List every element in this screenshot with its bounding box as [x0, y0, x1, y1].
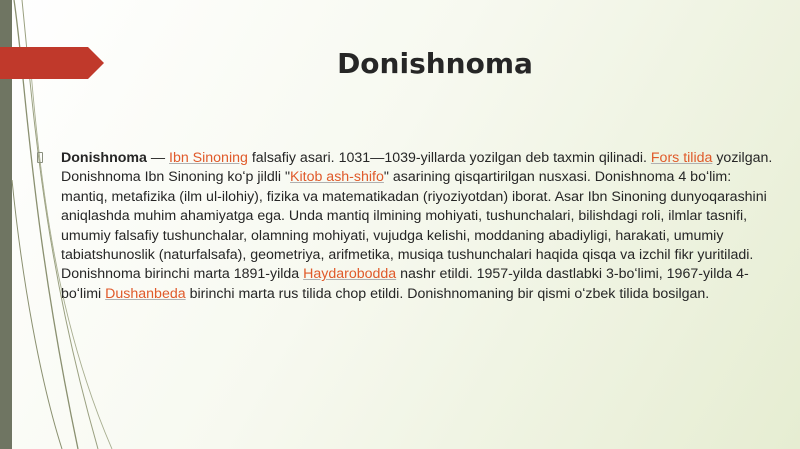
bullet-icon [37, 152, 43, 163]
link-fors-tilida[interactable]: Fors tilida [650, 150, 713, 166]
link-ibn-sinoning[interactable]: Ibn Sinoning [169, 150, 248, 166]
link-dushanbeda[interactable]: Dushanbeda [105, 285, 186, 302]
title-banner-arrow [0, 47, 104, 79]
text-segment: birinchi marta rus tilida chop etildi. Donishnomaning bir qismi oʻzbek tilida bosilgan. [185, 285, 710, 302]
text-segment: falsafiy asari. 1031—1039-yillarda yozilgan deb taxmin qilinadi. [247, 150, 651, 166]
term-bold: Donishnoma [61, 150, 147, 166]
text-segment: " asarining qisqartirilgan nusxasi. Donishnoma 4 boʻlim: mantiq, metafizika (ilm ul-ilohiy), fizika va matematikadan (riyoziyotdan) iborat. Asar Ibn Sinoning dunyoqarashini aniqlashda muhim ahamiyatga ega. Unda mantiq ilmining mohiyati, tushunchalari, bilishdagi roli, ilmlar tasnifi, umumiy falsafiy tushunchalar, olamning mohiyati, vujudga kelishi, moddaning abadiyligi, harakati, umumiy tabiatshunoslik (naturfalsafa), geometriya, arifmetika, musiqa tushunchalari haqida qisqa va izchil fikr yuritiladi. Donishnoma birinchi marta 1891-yilda [61, 169, 767, 283]
link-kitob-ash-shifo[interactable]: Kitob ash-shifo [290, 169, 384, 186]
slide-title: Donishnoma [337, 47, 533, 80]
body-paragraph [61, 149, 781, 304]
text-segment: — [146, 150, 169, 166]
text-segment: yozilgan. Donishnoma Ibn Sinoning koʻp jildli " [61, 150, 773, 186]
link-haydarobodda[interactable]: Haydarobodda [303, 266, 397, 283]
text-segment: nashr etildi. 1957-yilda dastlabki 3-boʻlimi, 1967-yilda 4-boʻlimi [61, 266, 749, 302]
